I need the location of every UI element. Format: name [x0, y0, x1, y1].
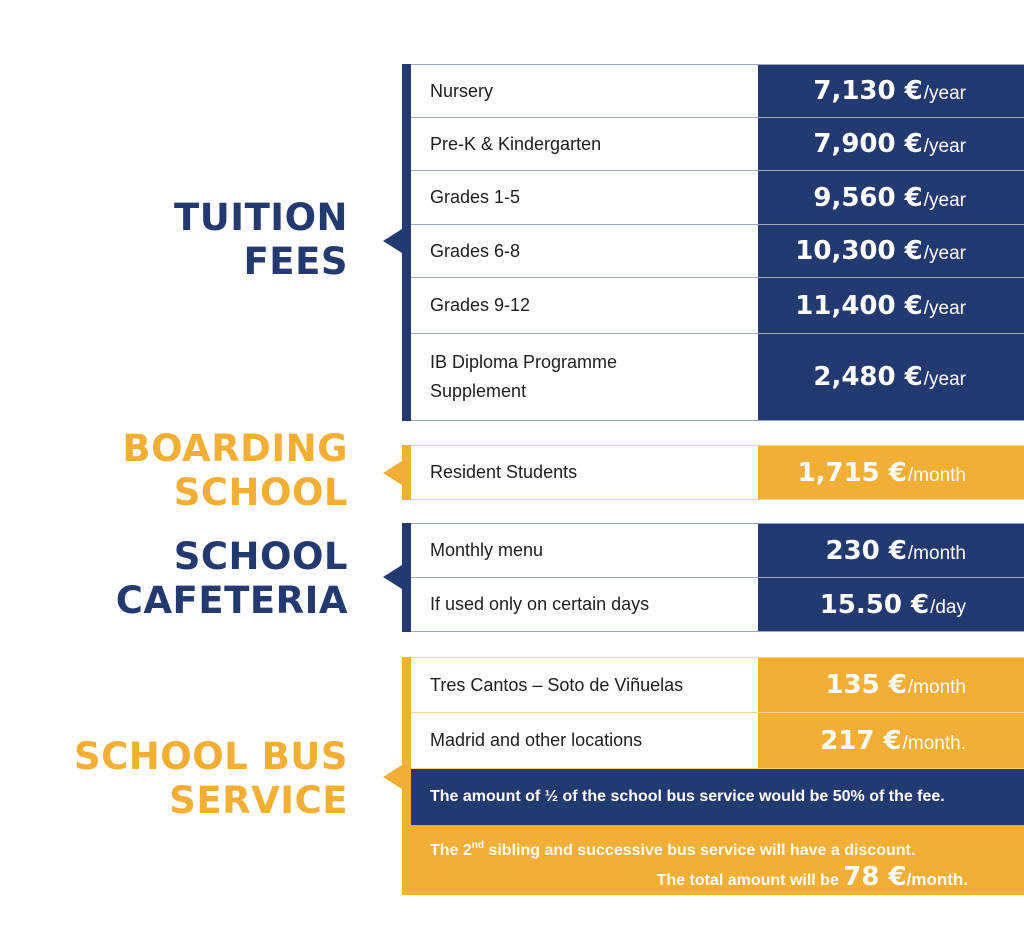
fee-price: 7,900 € /year	[758, 118, 1024, 170]
cafeteria-heading: SCHOOL CAFETERIA	[115, 535, 348, 622]
fee-label: Grades 1-5	[411, 171, 758, 224]
tuition-pointer-icon	[383, 229, 402, 253]
fee-label: Nursery	[411, 65, 758, 117]
fee-price: 230 € /month	[758, 524, 1024, 577]
fee-price: 15.50 € /day	[758, 578, 1024, 631]
bus-sibling-discount-note	[411, 825, 1024, 895]
fee-price: 217 € /month.	[758, 713, 1024, 768]
fee-label: Tres Cantos – Soto de Viñuelas	[411, 658, 758, 712]
boarding-bar	[402, 445, 411, 500]
fee-label: Monthly menu	[411, 524, 758, 577]
sibling-note-line-2: The total amount will be 78 €/month.	[656, 862, 968, 892]
fee-price: 7,130 € /year	[758, 65, 1024, 117]
fee-price: 135 € /month	[758, 658, 1024, 712]
bus-heading: SCHOOL BUS SERVICE	[73, 735, 348, 822]
bus-pointer-icon	[383, 765, 402, 789]
fee-label: Grades 9-12	[411, 278, 758, 333]
table-row	[411, 278, 1024, 334]
sibling-note-line-1: The 2nd sibling and successive bus service will have a discount.	[430, 840, 916, 859]
table-row	[411, 523, 1024, 578]
boarding-table	[411, 445, 1024, 500]
fee-label: Resident Students	[411, 446, 758, 499]
tuition-heading: TUITION FEES	[174, 196, 348, 283]
boarding-heading: BOARDING SCHOOL	[122, 427, 348, 514]
table-row	[411, 171, 1024, 225]
bus-bar	[402, 657, 411, 895]
table-row	[411, 713, 1024, 769]
fee-price: 2,480 € /year	[758, 334, 1024, 420]
boarding-pointer-icon	[383, 461, 402, 485]
bus-half-fee-note: The amount of ½ of the school bus service would be 50% of the fee.	[411, 769, 1024, 825]
fee-label: Madrid and other locations	[411, 713, 758, 768]
table-row	[411, 334, 1024, 421]
fee-label: Pre-K & Kindergarten	[411, 118, 758, 170]
fee-price: 1,715 € /month	[758, 446, 1024, 499]
table-row	[411, 445, 1024, 500]
cafeteria-bar	[402, 523, 411, 632]
table-row	[411, 64, 1024, 118]
table-row	[411, 657, 1024, 713]
table-row	[411, 118, 1024, 171]
tuition-table	[411, 64, 1024, 421]
tuition-bar	[402, 64, 411, 421]
fee-label: If used only on certain days	[411, 578, 758, 631]
fee-label: Grades 6-8	[411, 225, 758, 277]
bus-table	[411, 657, 1024, 769]
fee-price: 10,300 € /year	[758, 225, 1024, 277]
fee-price: 11,400 € /year	[758, 278, 1024, 333]
table-row	[411, 578, 1024, 632]
table-row	[411, 225, 1024, 278]
fee-price: 9,560 € /year	[758, 171, 1024, 224]
cafeteria-pointer-icon	[383, 565, 402, 589]
cafeteria-table	[411, 523, 1024, 632]
fee-label: IB Diploma Programme Supplement	[411, 334, 758, 420]
